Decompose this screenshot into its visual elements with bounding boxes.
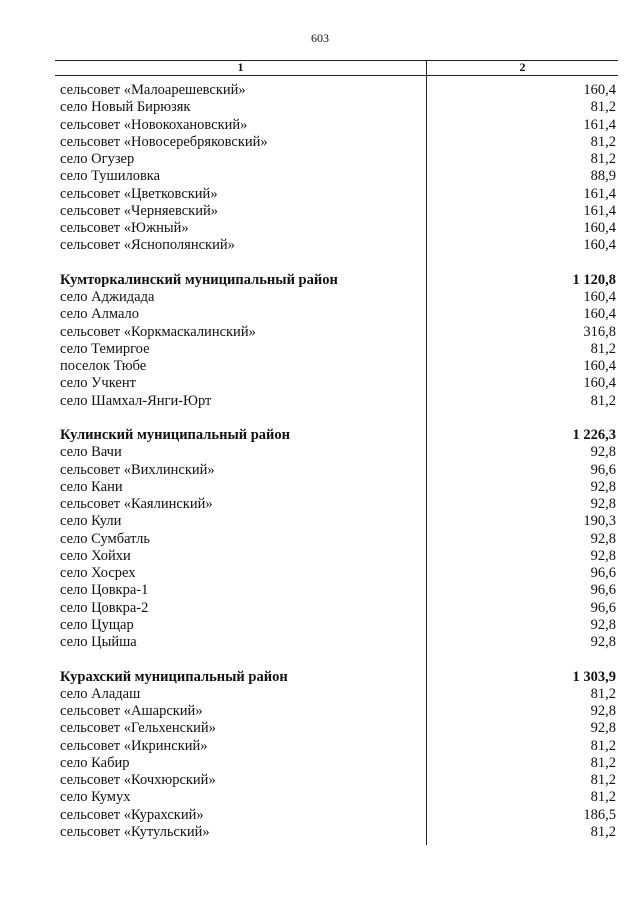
row-value: 92,8 [590, 496, 616, 512]
row-name: сельсовет «Кутульский» [60, 823, 210, 840]
data-table [55, 60, 618, 845]
row-value: 81,2 [590, 340, 616, 357]
row-value: 161,4 [583, 202, 616, 219]
row-value: 96,6 [590, 582, 616, 599]
table-row [55, 220, 618, 237]
row-value: 92,8 [590, 720, 616, 737]
row-value: 160,4 [583, 358, 616, 374]
table-row [55, 479, 618, 496]
row-value: 160,4 [583, 375, 616, 392]
table-row [55, 99, 618, 116]
row-name: сельсовет «Новосеребряковский» [60, 133, 268, 150]
table-row [55, 237, 618, 254]
table-row [55, 686, 618, 703]
table-row [55, 82, 618, 99]
row-value: 81,2 [590, 151, 616, 167]
table-row [55, 617, 618, 634]
row-value: 160,4 [583, 237, 616, 254]
row-name: село Кумух [60, 789, 131, 806]
row-name: сельсовет «Черняевский» [60, 202, 218, 219]
table-row [55, 772, 618, 789]
row-name: сельсовет «Кочхюрский» [60, 772, 216, 788]
table-row [55, 513, 618, 530]
row-name: сельсовет «Вихлинский» [60, 461, 215, 478]
row-name: село Цовкра-2 [60, 599, 149, 616]
table-row [55, 289, 618, 306]
table-row [55, 444, 618, 461]
row-spacer [55, 255, 618, 272]
row-name: село Хойхи [60, 547, 131, 564]
table-row [55, 134, 618, 151]
row-value: 161,4 [583, 185, 616, 202]
row-name: сельсовет «Икринский» [60, 737, 208, 754]
row-name: сельсовет «Яснополянский» [60, 237, 235, 254]
row-name: село Тушиловка [60, 168, 161, 185]
table-row [55, 738, 618, 755]
row-value: 92,8 [590, 703, 616, 719]
table-row [55, 186, 618, 203]
row-value: 96,6 [590, 565, 616, 581]
row-value: 160,4 [583, 289, 616, 305]
row-value: 160,4 [583, 82, 616, 98]
row-name: село Сумбатль [60, 530, 150, 547]
table-row [55, 393, 618, 410]
row-value: 81,2 [590, 772, 616, 788]
row-name: село Цыйша [60, 634, 137, 650]
row-value: 81,2 [590, 823, 616, 840]
column-header-2: 2 [519, 60, 526, 74]
row-spacer [55, 410, 618, 427]
table-row [55, 703, 618, 720]
table-row [55, 168, 618, 185]
row-value: 1 120,8 [572, 271, 616, 288]
table-row [55, 203, 618, 220]
table-row [55, 375, 618, 392]
table-row [55, 755, 618, 772]
row-value: 1 226,3 [572, 427, 616, 443]
row-name: село Цовкра-1 [60, 582, 149, 599]
table-row [55, 565, 618, 582]
row-name: Кумторкалинский муниципальный район [60, 271, 338, 288]
table-body [55, 82, 618, 841]
row-name: село Хосрех [60, 565, 136, 581]
row-name: поселок Тюбе [60, 358, 147, 374]
row-name: сельсовет «Малоарешевский» [60, 82, 246, 98]
table-row [55, 600, 618, 617]
table-row [55, 306, 618, 323]
table-row [55, 824, 618, 841]
table-row [55, 807, 618, 824]
row-name: село Кабир [60, 754, 130, 771]
row-value: 316,8 [583, 323, 616, 340]
row-value: 96,6 [590, 461, 616, 478]
row-name: село Кули [60, 513, 122, 530]
row-name: сельсовет «Коркмаскалинский» [60, 323, 256, 340]
row-name: сельсовет «Южный» [60, 220, 189, 236]
row-value: 92,8 [590, 547, 616, 564]
row-name: сельсовет «Курахский» [60, 806, 204, 823]
row-name: сельсовет «Новокохановский» [60, 116, 248, 133]
row-value: 92,8 [590, 634, 616, 650]
table-row [55, 548, 618, 565]
row-name: село Огузер [60, 151, 135, 167]
table-row [55, 358, 618, 375]
row-value: 160,4 [583, 220, 616, 236]
row-value: 81,2 [590, 754, 616, 771]
district-total-row [55, 427, 618, 444]
row-name: сельсовет «Гельхенский» [60, 720, 216, 737]
table-row [55, 582, 618, 599]
column-header-1: 1 [237, 60, 244, 74]
row-spacer [55, 651, 618, 668]
district-total-row [55, 272, 618, 289]
header-bottom-rule [55, 75, 618, 76]
row-value: 186,5 [583, 806, 616, 823]
row-value: 161,4 [583, 116, 616, 133]
row-value: 160,4 [583, 306, 616, 323]
row-value: 92,8 [590, 444, 616, 461]
row-value: 96,6 [590, 599, 616, 616]
row-value: 81,2 [590, 789, 616, 806]
row-name: село Вачи [60, 444, 122, 461]
row-name: село Цущар [60, 616, 134, 633]
row-name: сельсовет «Каялинский» [60, 496, 213, 512]
row-value: 190,3 [583, 513, 616, 530]
row-name: Кулинский муниципальный район [60, 427, 291, 443]
row-name: село Кани [60, 478, 123, 495]
row-value: 1 303,9 [572, 668, 616, 685]
row-name: село Учкент [60, 375, 136, 392]
table-row [55, 496, 618, 513]
row-name: село Темиргое [60, 340, 150, 357]
row-name: село Аладаш [60, 685, 141, 702]
table-row [55, 151, 618, 168]
row-name: село Новый Бирюзяк [60, 99, 191, 116]
table-row [55, 341, 618, 358]
row-name: сельсовет «Ашарский» [60, 703, 203, 719]
table-row [55, 531, 618, 548]
table-row [55, 789, 618, 806]
row-value: 88,9 [590, 168, 616, 185]
page-number: 603 [311, 31, 329, 45]
row-value: 81,2 [590, 392, 616, 409]
row-value: 81,2 [590, 133, 616, 150]
table-row [55, 634, 618, 651]
row-name: село Алмало [60, 306, 139, 323]
row-name: сельсовет «Цветковский» [60, 185, 218, 202]
row-value: 92,8 [590, 616, 616, 633]
row-name: село Шамхал-Янги-Юрт [60, 392, 212, 409]
row-value: 92,8 [590, 478, 616, 495]
table-row [55, 117, 618, 134]
table-row [55, 462, 618, 479]
row-value: 81,2 [590, 737, 616, 754]
row-name: село Аджидада [60, 289, 155, 305]
table-row [55, 720, 618, 737]
table-row [55, 324, 618, 341]
row-value: 81,2 [590, 99, 616, 116]
row-value: 81,2 [590, 685, 616, 702]
row-value: 92,8 [590, 530, 616, 547]
district-total-row [55, 669, 618, 686]
row-name: Курахский муниципальный район [60, 668, 288, 685]
